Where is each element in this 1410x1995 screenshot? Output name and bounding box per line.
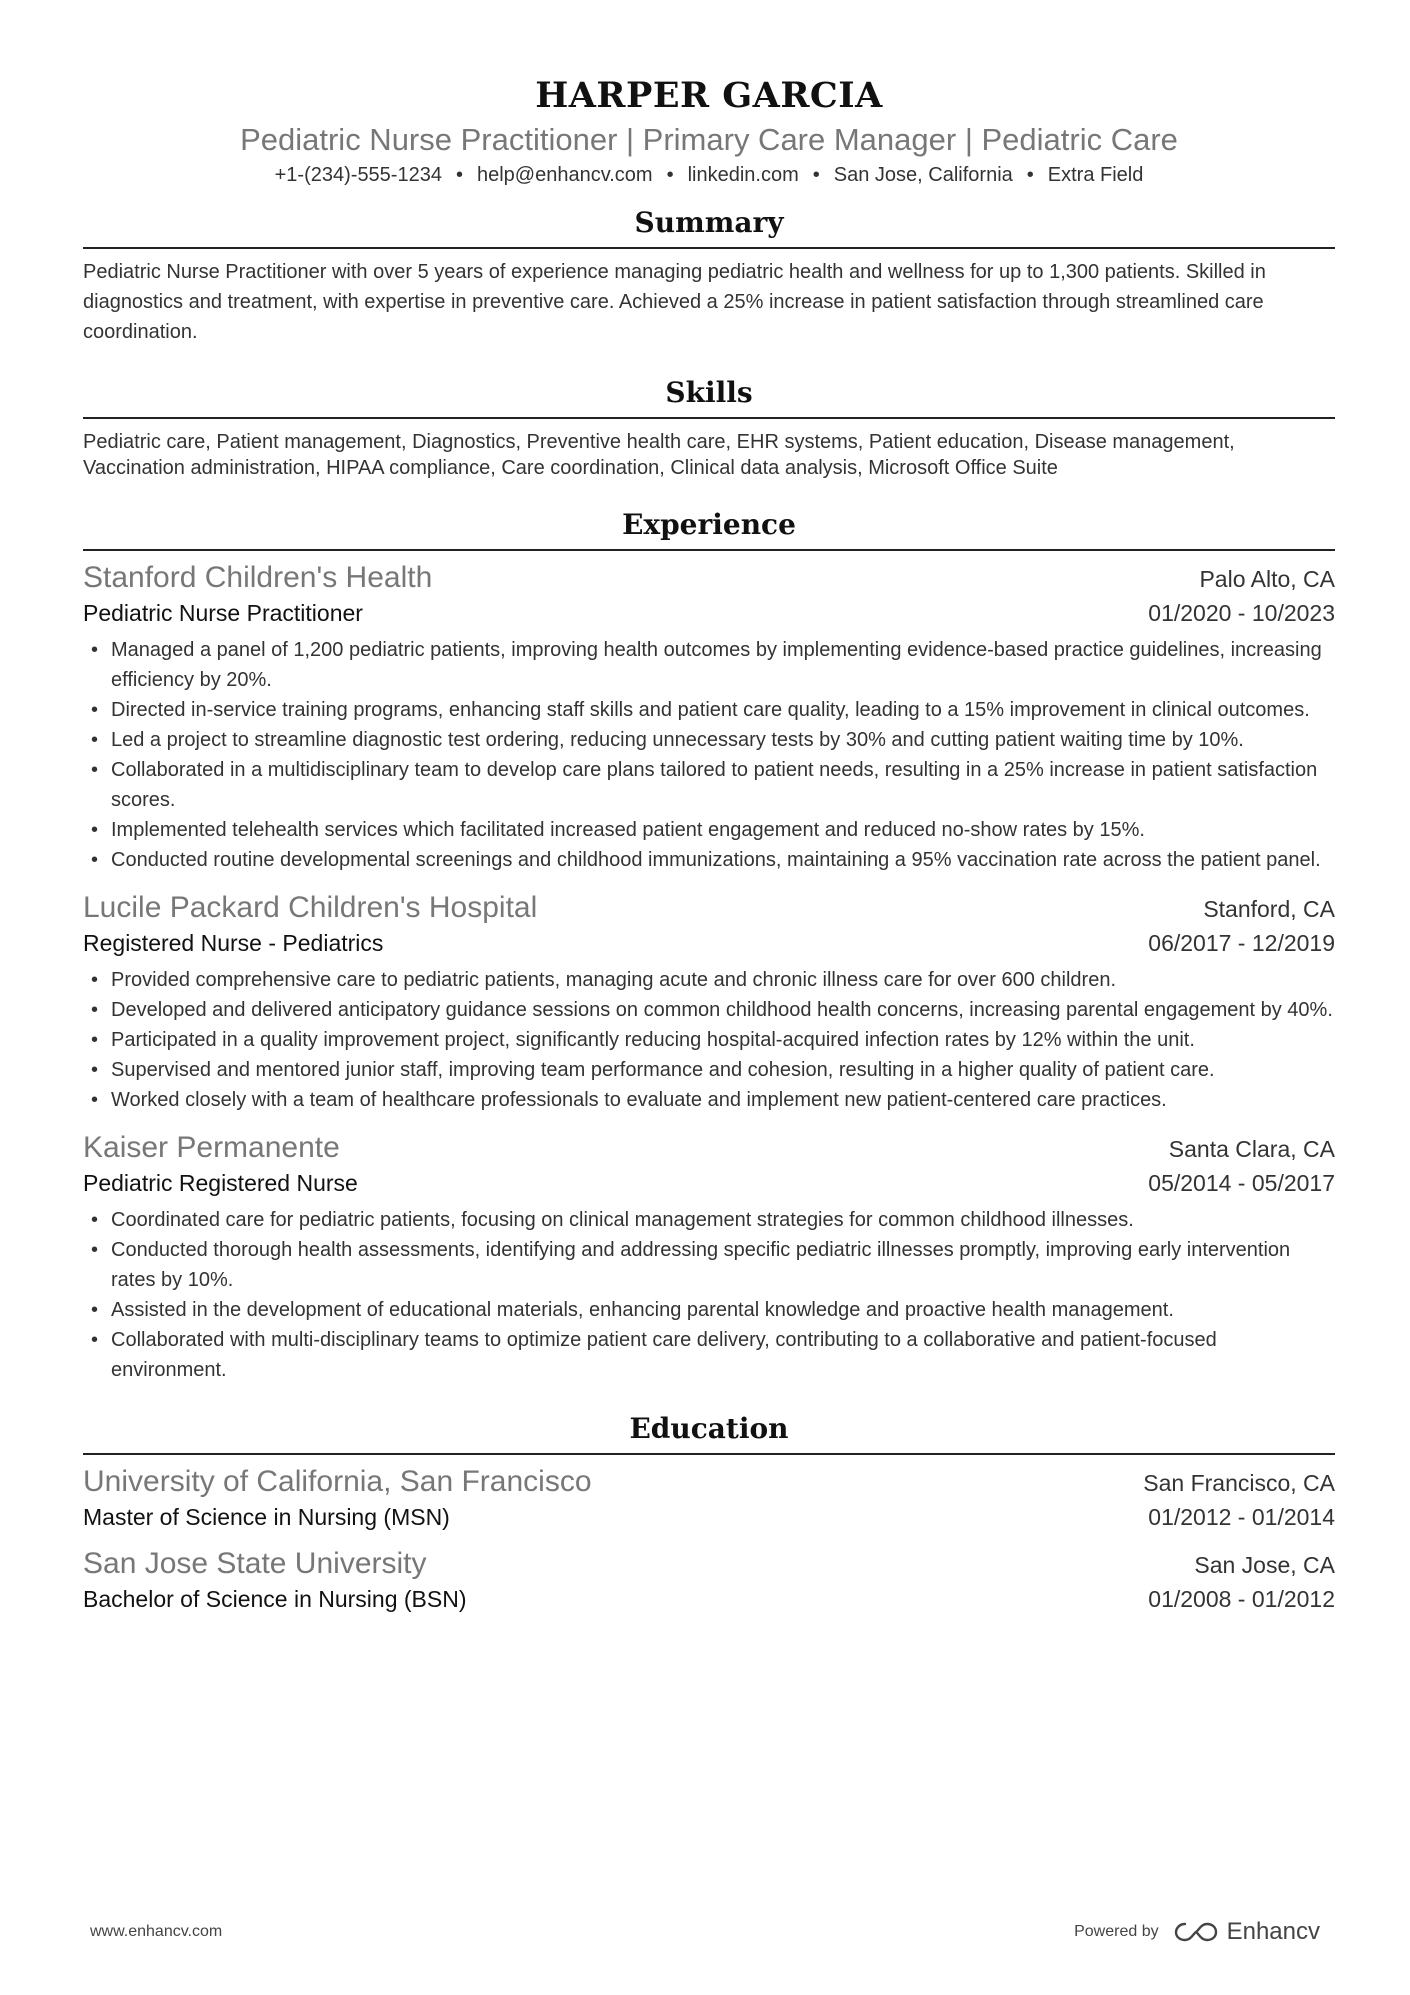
candidate-title: Pediatric Nurse Practitioner | Primary Care Manager | Pediatric Care xyxy=(240,122,1178,157)
section-heading-skills: Skills xyxy=(665,376,753,409)
section-heading-education: Education xyxy=(629,1412,789,1445)
bullet-item: • Assisted in the development of educational materials, enhancing parental knowledge and proactive health management. xyxy=(83,1295,1335,1325)
experience-entry xyxy=(83,559,1335,875)
section-divider xyxy=(83,1453,1335,1455)
contact-email[interactable]: help@enhancv.com xyxy=(476,164,653,186)
company-name: Stanford Children's Health xyxy=(83,561,433,594)
enhancv-logo-text: Enhancv xyxy=(1226,1918,1320,1945)
separator-dot: • xyxy=(812,164,820,186)
job-title: Pediatric Nurse Practitioner xyxy=(83,600,363,626)
section-divider xyxy=(83,549,1335,551)
job-dates: 05/2014 - 05/2017 xyxy=(1148,1170,1335,1196)
job-dates: 01/2020 - 10/2023 xyxy=(1148,600,1335,626)
bullet-item: • Directed in-service training programs, enhancing staff skills and patient care quality, leading to a 15% improvement in clinical outcomes. xyxy=(83,695,1335,725)
resume-page xyxy=(83,0,1335,1615)
enhancv-logo[interactable] xyxy=(1173,1918,1320,1946)
school-location: San Francisco, CA xyxy=(1143,1470,1335,1496)
job-title: Pediatric Registered Nurse xyxy=(83,1170,358,1196)
bullet-item: • Implemented telehealth services which facilitated increased patient engagement and reduced no-show rates by 15%. xyxy=(83,815,1335,845)
section-heading-summary: Summary xyxy=(634,206,784,239)
bullet-item: • Collaborated in a multidisciplinary team to develop care plans tailored to patient needs, resulting in a 25% increase in patient satisfaction scores. xyxy=(83,755,1335,815)
bullet-item: • Worked closely with a team of healthcare professionals to evaluate and implement new patient-centered care practices. xyxy=(83,1085,1335,1115)
job-location: Stanford, CA xyxy=(1203,896,1335,922)
company-name: Kaiser Permanente xyxy=(83,1131,340,1164)
powered-by-label: Powered by xyxy=(1074,1923,1159,1940)
experience-entry xyxy=(83,889,1335,1115)
bullet-item: • Supervised and mentored junior staff, improving team performance and cohesion, resulting in a higher quality of patient care. xyxy=(83,1055,1335,1085)
bullet-item: • Participated in a quality improvement project, significantly reducing hospital-acquired infection rates by 12% within the unit. xyxy=(83,1025,1335,1055)
contact-phone: +1-(234)-555-1234 xyxy=(274,164,442,186)
bullet-item: • Conducted thorough health assessments, identifying and addressing specific pediatric illnesses promptly, improving early intervention rates by 10%. xyxy=(83,1235,1335,1295)
contact-extra: Extra Field xyxy=(1047,164,1144,186)
contact-location: San Jose, California xyxy=(833,164,1013,186)
education-dates: 01/2008 - 01/2012 xyxy=(1148,1586,1335,1612)
separator-dot: • xyxy=(455,164,463,186)
education-section xyxy=(83,1411,1335,1615)
candidate-name: HARPER GARCIA xyxy=(535,75,883,116)
job-dates: 06/2017 - 12/2019 xyxy=(1148,930,1335,956)
school-name: San Jose State University xyxy=(83,1547,427,1580)
job-location: Palo Alto, CA xyxy=(1199,566,1335,592)
bullet-item: • Led a project to streamline diagnostic test ordering, reducing unnecessary tests by 30% and cutting patient waiting time by 10%. xyxy=(83,725,1335,755)
section-divider xyxy=(83,247,1335,249)
education-entry xyxy=(83,1545,1335,1615)
bullet-item: • Conducted routine developmental screenings and childhood immunizations, maintaining a 95% vaccination rate across the patient panel. xyxy=(83,845,1335,875)
bullet-item: • Managed a panel of 1,200 pediatric patients, improving health outcomes by implementing evidence-based practice guidelines, increasing efficiency by 20%. xyxy=(83,635,1335,695)
separator-dot: • xyxy=(1026,164,1034,186)
resume-header xyxy=(83,0,1335,188)
education-entry xyxy=(83,1463,1335,1533)
degree-name: Bachelor of Science in Nursing (BSN) xyxy=(83,1586,467,1612)
job-bullets xyxy=(83,965,1335,1115)
bullet-item: • Developed and delivered anticipatory guidance sessions on common childhood health concerns, increasing parental engagement by 40%. xyxy=(83,995,1335,1025)
experience-entry xyxy=(83,1129,1335,1385)
footer-branding xyxy=(1074,1918,1320,1946)
experience-section xyxy=(83,507,1335,1385)
education-dates: 01/2012 - 01/2014 xyxy=(1148,1504,1335,1530)
footer-website[interactable]: www.enhancv.com xyxy=(90,1923,223,1940)
separator-dot: • xyxy=(666,164,674,186)
job-title: Registered Nurse - Pediatrics xyxy=(83,930,384,956)
job-bullets xyxy=(83,635,1335,875)
school-location: San Jose, CA xyxy=(1194,1552,1335,1578)
page-footer xyxy=(90,1918,1320,1946)
enhancv-logo-icon xyxy=(1173,1920,1219,1944)
summary-text: Pediatric Nurse Practitioner with over 5 years of experience managing pediatric health and wellness for up to 1,300 patients. Skilled in diagnostics and treatment, with expertise in preventive care. Achieved a 25% increase in patient satisfaction through streamlined care coordination. xyxy=(83,261,1266,343)
contact-line xyxy=(83,162,1335,188)
bullet-item: • Provided comprehensive care to pediatric patients, managing acute and chronic illness care for over 600 children. xyxy=(83,965,1335,995)
skills-section xyxy=(83,375,1335,481)
section-heading-experience: Experience xyxy=(622,508,796,541)
job-location: Santa Clara, CA xyxy=(1168,1136,1335,1162)
company-name: Lucile Packard Children's Hospital xyxy=(83,891,538,924)
job-bullets xyxy=(83,1205,1335,1385)
bullet-item: • Coordinated care for pediatric patients, focusing on clinical management strategies for common childhood illnesses. xyxy=(83,1205,1335,1235)
contact-linkedin[interactable]: linkedin.com xyxy=(687,164,799,186)
school-name: University of California, San Francisco xyxy=(83,1465,592,1498)
degree-name: Master of Science in Nursing (MSN) xyxy=(83,1504,450,1530)
bullet-item: • Collaborated with multi-disciplinary teams to optimize patient care delivery, contributing to a collaborative and patient-focused environment. xyxy=(83,1325,1335,1385)
skills-text: Pediatric care, Patient management, Diagnostics, Preventive health care, EHR systems, Patient education, Disease management, Vaccination administration, HIPAA compliance, Care coordination, Clinical data analysis, Microsoft Office Suite xyxy=(83,431,1235,479)
summary-section xyxy=(83,205,1335,347)
section-divider xyxy=(83,417,1335,419)
